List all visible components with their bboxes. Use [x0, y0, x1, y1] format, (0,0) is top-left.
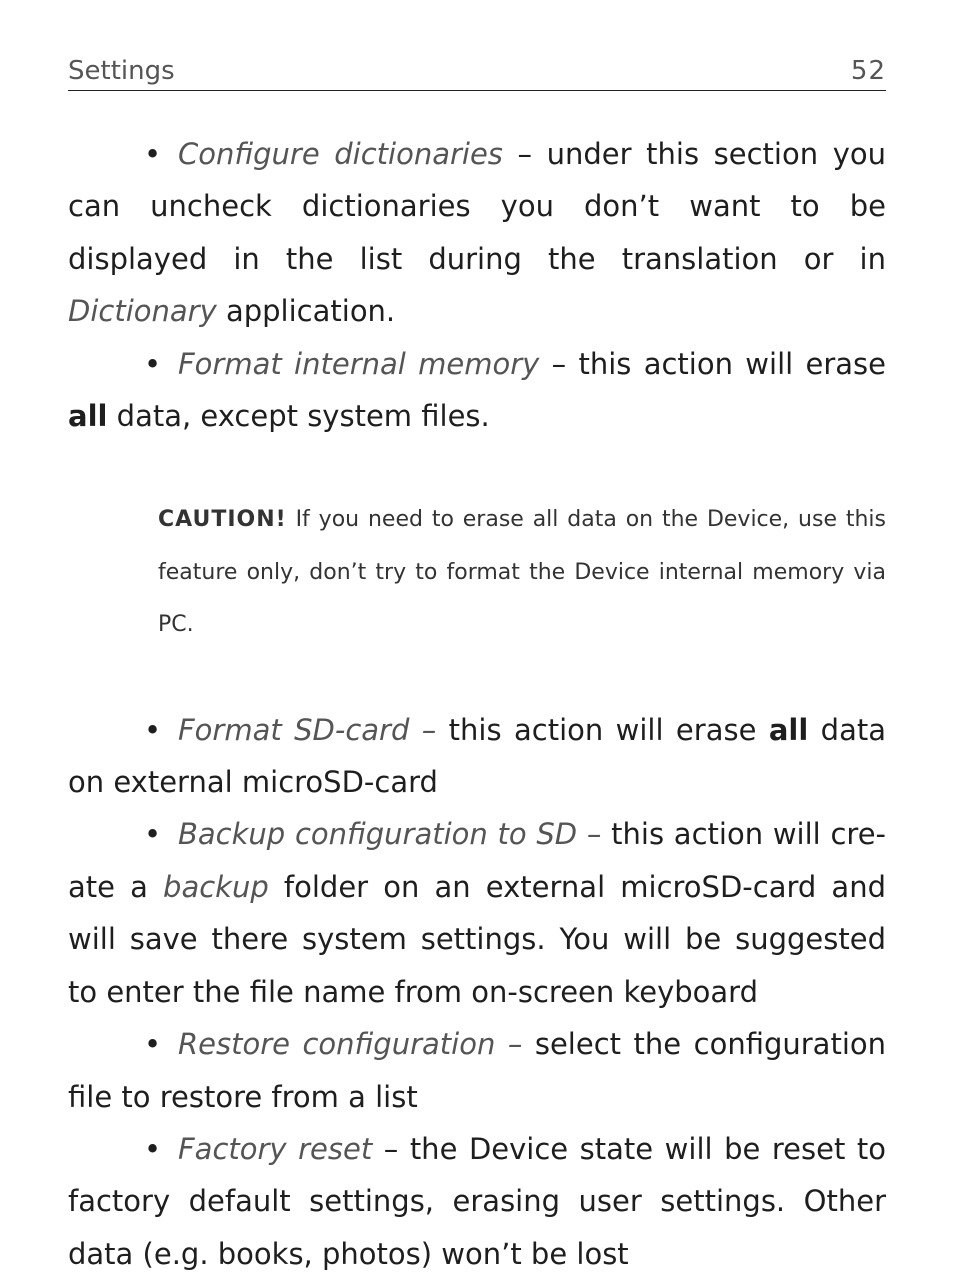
item-term: Factory reset	[178, 1131, 373, 1166]
item-text: – the Device state will be reset to factory default settings, erasing user settings. Other data (e.g. books, photos) won’t be lost	[68, 1131, 886, 1271]
list-item-configure-dictionaries	[68, 128, 886, 338]
list-item-factory-reset	[68, 1123, 886, 1280]
item-term-backup: backup	[163, 869, 269, 904]
item-text: – under this section you can uncheck dictionaries you don’t want to be displayed in the list during the translation or in	[68, 137, 886, 276]
item-emphasis: all	[768, 712, 809, 747]
item-text-end: data, except system files.	[107, 399, 490, 434]
item-text-end: application.	[216, 294, 396, 329]
item-term: Format SD-card –	[178, 712, 437, 747]
item-text-end: folder on an external microSD-card and will save there system settings. You will be suggested to enter the file name from on-screen keyboard	[68, 869, 886, 1009]
item-text: this action will erase	[436, 712, 769, 747]
list-item-format-internal-memory	[68, 338, 886, 443]
bullet-icon: •	[144, 1131, 162, 1166]
item-term: Restore configuration –	[178, 1027, 523, 1062]
section-title: Settings	[68, 56, 175, 86]
item-term: Format internal memory	[178, 346, 540, 381]
page-body	[68, 128, 886, 1280]
list-item-restore-configuration	[68, 1018, 886, 1123]
item-text-end: data on external microSD-card	[68, 712, 886, 800]
bullet-icon: •	[144, 346, 162, 381]
caution-text: If you need to erase all data on the Device, use this feature only, don’t try to format the Device internal memory via PC.	[158, 507, 886, 638]
bullet-icon: •	[144, 1027, 162, 1062]
item-text: – this action will erase	[539, 346, 886, 381]
item-term: Configure dictionaries	[178, 137, 503, 171]
caution-note	[158, 494, 886, 651]
item-term: Backup configuration to SD –	[178, 817, 602, 852]
item-text: this action will cre-ate a	[68, 817, 886, 904]
list-item-format-sd-card	[68, 704, 886, 809]
caution-label: CAUTION!	[158, 507, 287, 533]
item-term-dictionary: Dictionary	[68, 294, 217, 329]
bullet-icon: •	[144, 712, 162, 747]
item-text: select the configuration file to restore from a list	[68, 1027, 887, 1114]
list-item-backup-configuration	[68, 808, 886, 1018]
page-number: 52	[850, 56, 886, 86]
item-emphasis: all	[68, 399, 108, 434]
bullet-icon: •	[144, 137, 162, 171]
page-header	[68, 56, 886, 91]
bullet-icon: •	[144, 817, 162, 852]
